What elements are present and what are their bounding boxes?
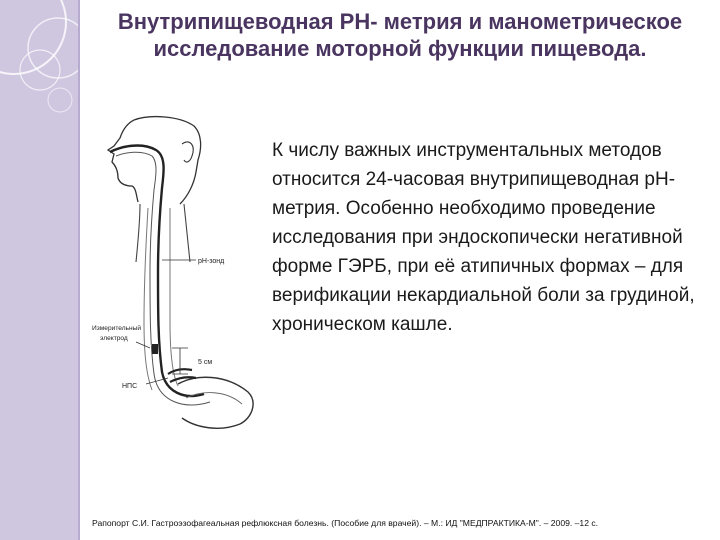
decorative-circles xyxy=(0,0,80,540)
ph-probe-label: pH-зонд xyxy=(198,258,225,265)
les-label: НПС xyxy=(122,383,138,390)
electrode-label-line1: Измерительный xyxy=(92,325,142,332)
five-cm-label: 5 см xyxy=(198,359,213,366)
slide-body-text: К числу важных инструментальных методов относится 24-часовая внутрипищеводная рН-метрия. Особенно необходимо проведение исследования при эндоскопически негативной форме ГЭРБ, при её атипичных формах – для верификации некардиальной боли за грудиной, хроническом кашле. xyxy=(272,140,695,335)
measuring-electrode xyxy=(152,344,158,354)
slide-title: Внутрипищеводная РН- метрия и манометрическое исследование моторной функции пищевода. xyxy=(117,9,683,61)
decorative-sidebar xyxy=(0,0,80,540)
electrode-label-line2: электрод xyxy=(100,335,128,342)
ph-probe-anatomy-illustration xyxy=(92,112,262,442)
citation-reference: Рапопорт С.И. Гастроэзофагеальная рефлюксная болезнь. (Пособие для врачей). – М.: ИД "МЕДПРАКТИКА-М". – 2009. –12 с. xyxy=(92,518,599,528)
